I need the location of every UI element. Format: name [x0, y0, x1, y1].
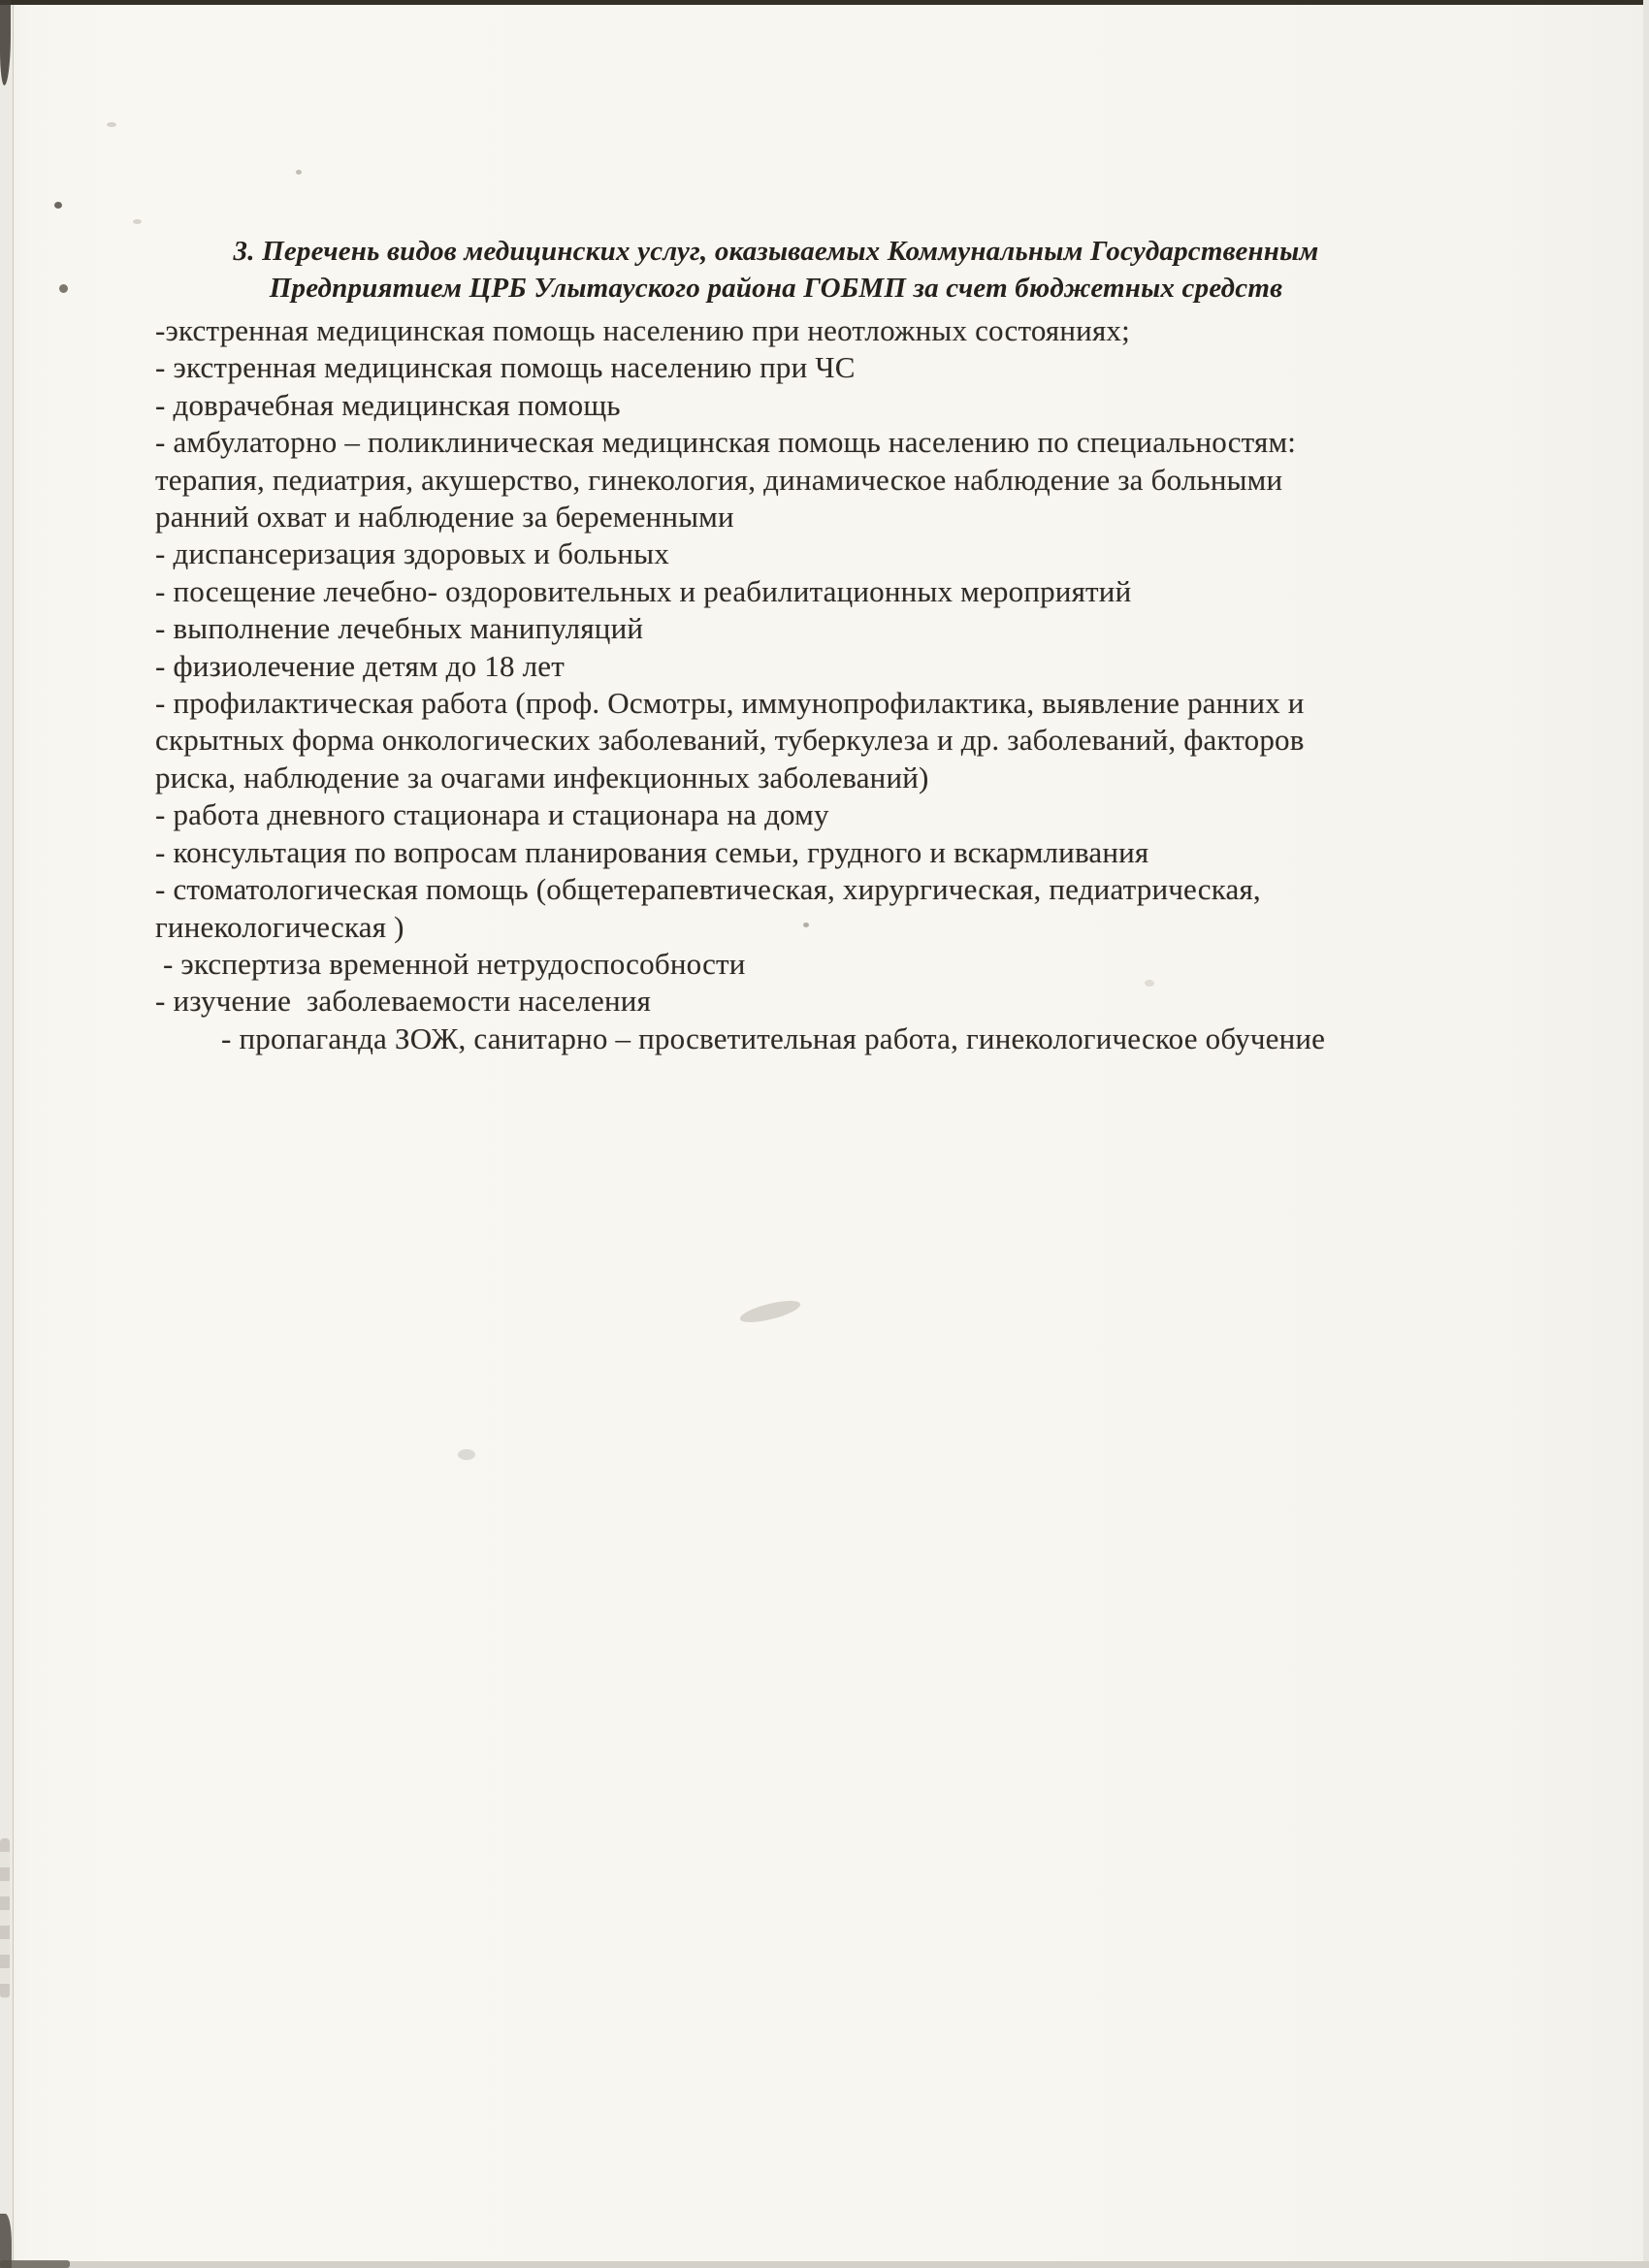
body-line: - физиолечение детям до 18 лет — [155, 648, 566, 683]
body-line: - посещение лечебно- оздоровительных и реабилитационных мероприятий — [155, 573, 1132, 608]
body-line: - экстренная медицинская помощь населению при ЧС — [155, 350, 856, 385]
body-line: - профилактическая работа (проф. Осмотры, иммунопрофилактика, выявление ранних и — [155, 686, 1305, 721]
body-line: - пропаганда ЗОЖ, санитарно – просветительная работа, гинекологическое обучение — [221, 1021, 1326, 1055]
body-line: - выполнение лечебных манипуляций — [155, 611, 644, 646]
scan-speck — [59, 284, 68, 293]
document-title-line-2: Предприятием ЦРБ Улытауского района ГОБМП за счет бюджетных средств — [269, 273, 1283, 304]
body-line: -экстренная медицинская помощь населению при неотложных состояниях; — [155, 313, 1130, 347]
body-line: - работа дневного стационара и стационара на дому — [155, 797, 829, 832]
body-line: терапия, педиатрия, акушерство, гинекология, динамическое наблюдение за больными — [155, 462, 1283, 497]
scan-speck — [133, 219, 142, 224]
document-content — [155, 233, 1397, 1057]
body-line: - амбулаторно – поликлиническая медицинская помощь населению по специальностям: — [155, 425, 1297, 460]
scan-edge-bottom — [0, 2261, 1649, 2268]
body-line: риска, наблюдение за очагами инфекционных заболеваний) — [155, 760, 929, 794]
body-line: - консультация по вопросам планирования семьи, грудного и вскармливания — [155, 834, 1149, 869]
scan-edge-top — [0, 0, 1649, 5]
scan-edge-right — [1643, 0, 1649, 2268]
scan-speck — [296, 170, 302, 175]
document-title-line-1: 3. Перечень видов медицинских услуг, оказываемых Коммунальным Государственным — [233, 236, 1319, 267]
body-line: ранний охват и наблюдение за беременными — [155, 500, 734, 535]
body-line: - стоматологическая помощь (общетерапевтическая, хирургическая, педиатрическая, — [155, 872, 1261, 907]
scan-smudge — [738, 1296, 802, 1326]
scan-stain — [0, 2260, 70, 2268]
services-list — [155, 312, 1397, 1057]
body-line: - изучение заболеваемости населения — [155, 984, 652, 1019]
scan-speck — [107, 122, 116, 127]
document-title — [155, 233, 1397, 307]
scan-speck — [54, 202, 62, 209]
body-line: скрытных форма онкологических заболеваний, туберкулеза и др. заболеваний, факторов — [155, 723, 1305, 758]
scan-stain — [0, 1838, 10, 1998]
body-line: - экспертиза временной нетрудоспособности — [155, 946, 746, 981]
body-line: - диспансеризация здоровых и больных — [155, 536, 669, 571]
body-line: - доврачебная медицинская помощь — [155, 387, 621, 422]
body-line: гинекологическая ) — [155, 909, 404, 944]
scan-smudge — [458, 1449, 475, 1460]
